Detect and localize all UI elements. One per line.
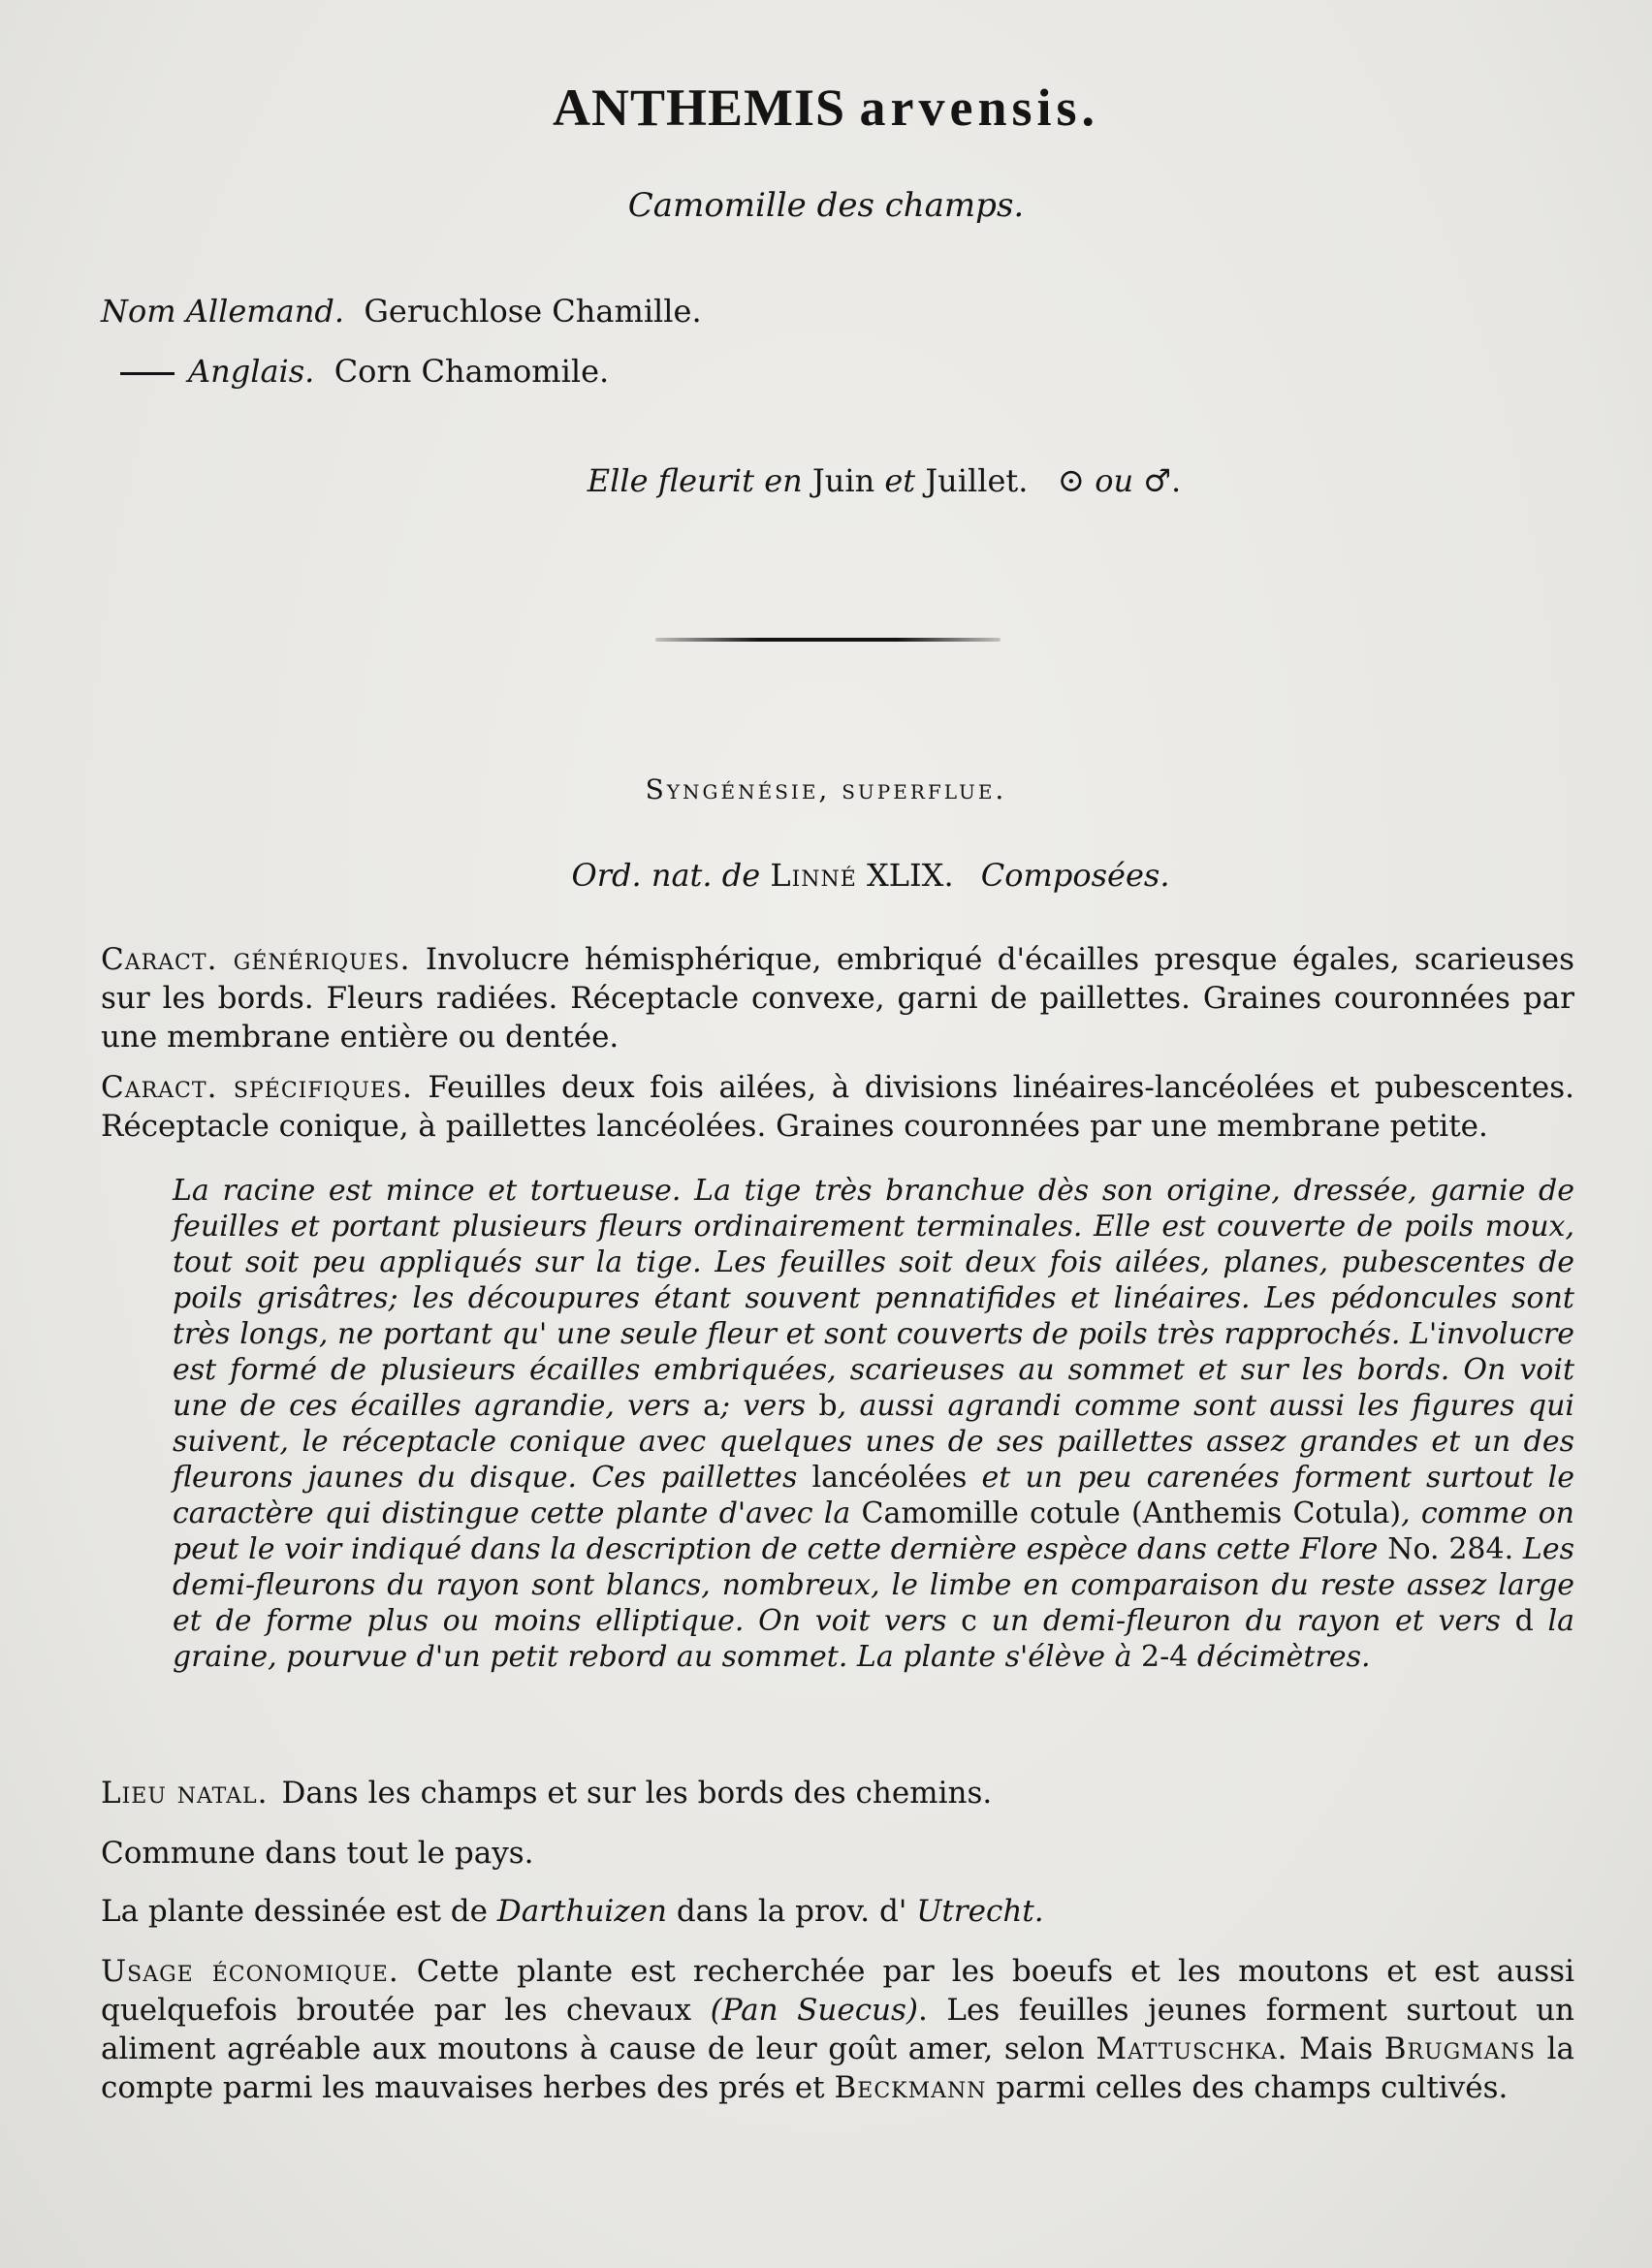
economic-use-text: la compte parmi les mauvaises herbes des prés et (101, 2032, 1574, 2105)
specimen-source (101, 1894, 1044, 1929)
figure-ref-c: c (961, 1604, 977, 1638)
description-upright-word: lancéolées (811, 1461, 968, 1495)
annual-symbol-icon: ⊙ (1057, 461, 1086, 500)
flowering-en: en (764, 462, 803, 499)
genus-name: ANTHEMIS (552, 79, 846, 137)
common-name: Camomille des champs. (627, 186, 1025, 225)
economic-use-text: . Les feuilles jeunes forment surtout un aliment agréable aux moutons à cause de leur goût amer, selon (101, 1993, 1575, 2066)
description-text: , comme on peut le voir indiqué dans la description de cette dernière espèce dans cette Flore (173, 1496, 1575, 1566)
specific-characters (101, 1068, 1574, 1146)
description-text: ; vers (720, 1389, 819, 1423)
natural-order (0, 857, 1652, 894)
vernacular-names (101, 281, 702, 401)
economic-use-text: parmi celles des champs cultivés. (986, 2070, 1509, 2105)
ditto-dash (120, 372, 175, 375)
species-epithet: arvensis. (859, 79, 1100, 137)
related-species: Camomille cotule (Anthemis Cotula) (861, 1496, 1402, 1530)
plant-description (173, 1173, 1574, 1675)
citation: (Pan Suecus) (710, 1993, 919, 2028)
german-name: Geruchlose Chamille. (364, 293, 702, 330)
specimen-province: Utrecht. (916, 1894, 1044, 1929)
specific-characters-label: Caract. spécifiques. (101, 1070, 413, 1105)
figure-ref-d: d (1514, 1604, 1534, 1638)
plant-height: 2-4 (1141, 1640, 1189, 1674)
flowering-period (0, 461, 1652, 500)
month-july: Juillet. (925, 462, 1029, 499)
biennial-symbol-icon: ♂. (1143, 462, 1182, 499)
description-text: , aussi agrandi comme sont aussi les figures qui suivent, le réceptacle conique avec quelques unes de ses paillettes assez grandes et un des fleurons jaunes du disque. Ces paillettes (173, 1389, 1575, 1495)
english-name: Corn Chamomile. (334, 353, 610, 390)
generic-characters-text: Involucre hémisphérique, embriqué d'écailles presque égales, scarieuses sur les bords. Fleurs radiées. Réceptacle convexe, garni de paillettes. Graines couronnées par une membrane entière ou dentée. (101, 942, 1574, 1055)
flore-number: No. 284. (1387, 1532, 1514, 1566)
month-june: Juin (811, 462, 875, 499)
english-label: Anglais. (188, 353, 315, 390)
english-name-row (101, 341, 702, 401)
description-text: décimètres. (1188, 1640, 1371, 1674)
native-habitat-label: Lieu natal. (101, 1776, 269, 1811)
specimen-mid: dans la prov. d' (676, 1894, 907, 1929)
native-habitat-text: Dans les champs et sur les bords des chemins. (281, 1776, 993, 1811)
page-title (0, 78, 1652, 138)
native-habitat (101, 1776, 992, 1811)
german-name-row (101, 281, 702, 341)
order-prefix: Ord. nat. de (571, 857, 761, 894)
linne-name: Linné (770, 857, 857, 894)
author-brugmans: Brugmans (1383, 2032, 1536, 2066)
description-text: un demi-fleuron du rayon et vers (976, 1604, 1515, 1638)
description-text: la graine, pourvue d'un petit rebord au sommet. La plante s'élève à (173, 1604, 1574, 1674)
economic-use-text: Cette plante est recherchée par les boeufs et les moutons et est aussi quelquefois broutée par les chevaux (101, 1954, 1574, 2028)
description-text: La racine est mince et tortueuse. La tige très branchue dès son origine, dressée, garnie de feuilles et portant plusieurs fleurs ordinairement terminales. Elle est couverte de poils moux, tout soit peu appliqués sur la tige. Les feuilles soit deux fois ailées, planes, pubescentes de poils grisâtres; les découpures étant souvent pennatifides et linéaires. Les pédoncules sont très longs, ne portant qu' une seule fleur et sont couverts de poils très rapprochés. L'involucre est formé de plusieurs écailles embriquées, scarieuses au sommet et sur les bords. On voit une de ces écailles agrandie, vers (173, 1174, 1574, 1423)
flowering-ou: ou (1095, 462, 1134, 499)
figure-ref-a: a (703, 1389, 721, 1423)
frequency-note: Commune dans tout le pays. (101, 1836, 534, 1871)
economic-use (101, 1952, 1574, 2107)
specimen-place: Darthuizen (496, 1894, 667, 1929)
description-text: Les demi-fleurons du rayon sont blancs, nombreux, le limbe en comparaison du reste assez large et de forme plus ou moins elliptique. On voit vers (173, 1532, 1575, 1638)
generic-characters-label: Caract. génériques. (101, 942, 411, 977)
figure-ref-b: b (818, 1389, 838, 1423)
description-text: et un peu carenées forment surtout le caractère qui distingue cette plante d'avec la (173, 1461, 1574, 1530)
german-label: Nom Allemand. (101, 293, 344, 330)
order-number: XLIX. (866, 857, 954, 894)
economic-use-text: Mais (1287, 2032, 1384, 2066)
generic-characters (101, 940, 1574, 1056)
specific-characters-text: Feuilles deux fois ailées, à divisions linéaires-lancéolées et pubescentes. Réceptacle conique, à paillettes lancéolées. Graines couronnées par une membrane petite. (101, 1070, 1574, 1144)
author-mattuschka: Mattuschka. (1096, 2032, 1288, 2066)
section-divider (655, 638, 1001, 642)
flowering-et: et (884, 462, 916, 499)
flowering-intro: Elle fleurit (587, 462, 755, 499)
economic-use-label: Usage économique. (101, 1954, 399, 1989)
family-name: Composées. (980, 857, 1170, 894)
specimen-intro: La plante dessinée est de (101, 1894, 488, 1929)
author-beckmann: Beckmann (834, 2070, 987, 2105)
linnaean-class: Syngénésie, superflue. (645, 773, 1007, 805)
